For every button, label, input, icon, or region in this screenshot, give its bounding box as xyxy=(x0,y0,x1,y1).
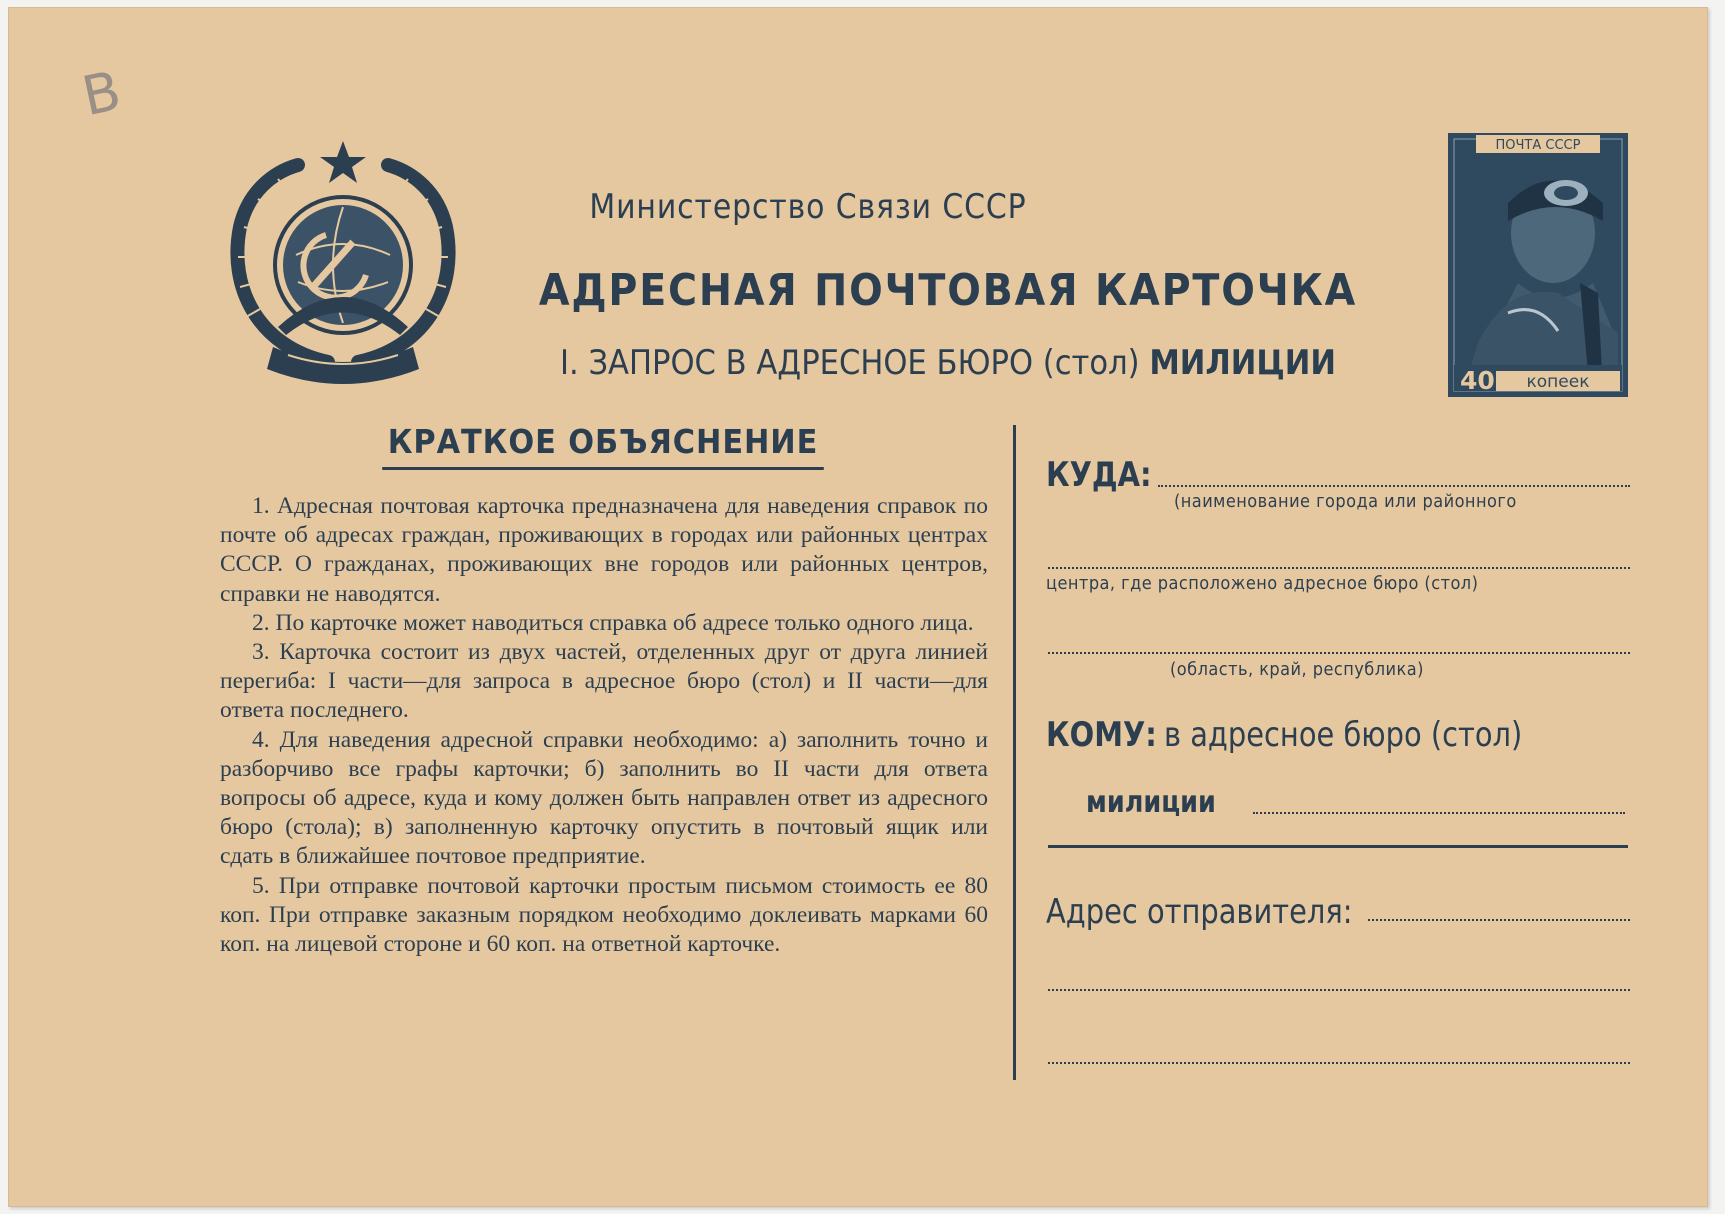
militia-line[interactable] xyxy=(1253,812,1625,814)
explanation-paragraph: 1. Адресная почтовая карточка предназначена для наведения справок по почте об адресах граждан, проживающих в городах или районных центрах СССР. О гражданах, проживающих вне городов или районных центров, справки не наводятся. xyxy=(220,493,988,607)
sender-label: Адрес отправителя: xyxy=(1046,892,1353,932)
whom-text: в адресное бюро (стол) xyxy=(1164,715,1523,755)
pencil-mark: В xyxy=(76,58,127,129)
to-hint-2: центра, где расположено адресное бюро (стол) xyxy=(1046,573,1479,594)
part-paren: (стол) xyxy=(1042,343,1140,383)
to-hint-3-wrap xyxy=(1170,659,1725,680)
whom-field xyxy=(1046,715,1631,755)
stamp-top-text: ПОЧТА СССР xyxy=(1495,138,1581,153)
explanation-text xyxy=(220,492,988,959)
part-title xyxy=(498,343,1398,383)
to-line-1 xyxy=(1158,485,1630,487)
sender-line-3[interactable] xyxy=(1048,1062,1630,1064)
address-separator xyxy=(1048,845,1628,848)
stamp-value: 40 xyxy=(1460,366,1495,395)
militia-label: милиции xyxy=(1086,785,1216,820)
card-title: АДРЕСНАЯ ПОЧТОВАЯ КАРТОЧКА xyxy=(538,265,1358,316)
explanation-title: КРАТКОЕ ОБЪЯСНЕНИЕ xyxy=(382,422,824,470)
to-hint-1-wrap xyxy=(1174,491,1725,512)
militia-field[interactable] xyxy=(1086,785,1671,820)
ministry-name: Министерство Связи СССР xyxy=(589,187,1027,227)
sender-field[interactable] xyxy=(1046,892,1631,932)
postage-stamp xyxy=(1448,133,1628,397)
explanation-paragraph: 5. При отправке почтовой карточки простым письмом стоимость ее 80 коп. При отправке заказным порядком необходимо доклеивать марками 60 коп. на лицевой стороне и 60 коп. на ответной карточке. xyxy=(220,872,988,958)
to-line-3[interactable] xyxy=(1048,652,1630,654)
sender-line-1[interactable] xyxy=(1368,919,1630,921)
to-label: КУДА: xyxy=(1046,455,1152,495)
to-line-2[interactable] xyxy=(1048,567,1630,569)
to-hint-3: (область, край, республика) xyxy=(1170,659,1424,680)
part-suffix: МИЛИЦИИ xyxy=(1149,343,1337,383)
to-hint-2-wrap xyxy=(1046,573,1631,594)
ussr-coat-of-arms-icon xyxy=(218,137,468,407)
to-field[interactable] xyxy=(1046,455,1631,495)
explanation-paragraph: 2. По карточке может наводиться справка об адресе только одного лица. xyxy=(252,609,974,636)
to-hint-1: (наименование города или районного xyxy=(1174,491,1517,512)
sender-line-2[interactable] xyxy=(1048,989,1630,991)
explanation-paragraph: 3. Карточка состоит из двух частей, отделенных друг от друга линией перегиба: I части—для запроса в адресное бюро (стол) и II части—для ответа последнего. xyxy=(220,639,988,724)
fold-divider xyxy=(1013,425,1016,1080)
whom-label: КОМУ: xyxy=(1046,715,1157,755)
stamp-unit: копеек xyxy=(1526,372,1590,392)
explanation-paragraph: 4. Для наведения адресной справки необходимо: а) заполнить точно и разборчиво все графы карточки; б) заполнить во II части для ответа вопросы об адресе, куда и кому должен быть направлен ответ из адресного бюро (стола); в) заполненную карточку опустить в почтовый ящик или сдать в ближайшее почтовое предприятие. xyxy=(220,726,988,870)
part-prefix: I. ЗАПРОС В АДРЕСНОЕ БЮРО xyxy=(559,343,1034,383)
postcard xyxy=(8,7,1708,1207)
